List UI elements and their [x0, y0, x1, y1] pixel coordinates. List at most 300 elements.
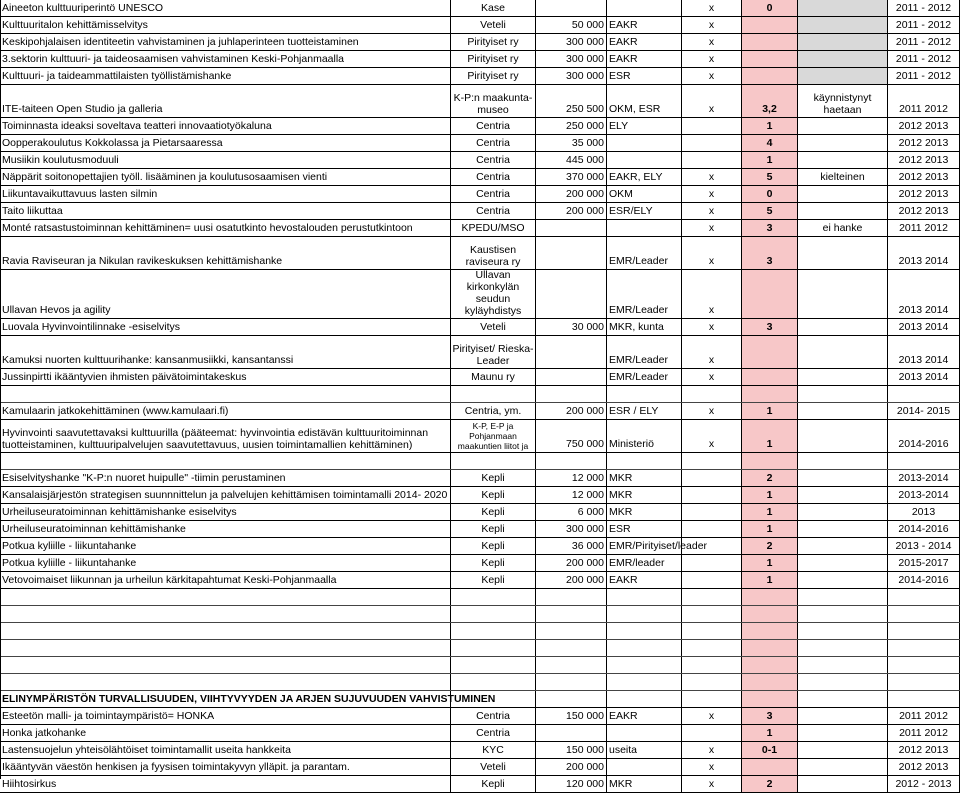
period-cell[interactable]	[888, 118, 960, 134]
funding-source-cell[interactable]	[607, 759, 682, 775]
period-cell[interactable]	[888, 403, 960, 419]
project-name-cell[interactable]	[0, 51, 451, 67]
status-note-cell[interactable]	[798, 237, 888, 269]
score-cell[interactable]	[742, 759, 798, 775]
mark-cell[interactable]	[682, 691, 742, 707]
status-note-cell[interactable]	[798, 220, 888, 236]
status-note-cell[interactable]	[798, 538, 888, 554]
funding-source-cell[interactable]	[607, 708, 682, 724]
funding-source-cell[interactable]	[607, 220, 682, 236]
status-note-cell[interactable]	[798, 487, 888, 503]
status-note-cell[interactable]	[798, 203, 888, 219]
mark-cell[interactable]	[682, 725, 742, 741]
organization-cell[interactable]	[451, 708, 536, 724]
amount-cell[interactable]	[536, 708, 607, 724]
project-name-cell[interactable]	[0, 606, 451, 622]
organization-cell[interactable]	[451, 657, 536, 673]
funding-source-cell[interactable]	[607, 386, 682, 402]
project-name-cell[interactable]	[0, 657, 451, 673]
score-cell[interactable]	[742, 640, 798, 656]
mark-cell[interactable]	[682, 572, 742, 588]
amount-cell[interactable]	[536, 470, 607, 486]
funding-source-cell[interactable]	[607, 521, 682, 537]
status-note-cell[interactable]	[798, 623, 888, 639]
mark-cell[interactable]	[682, 776, 742, 792]
amount-cell[interactable]	[536, 135, 607, 151]
score-cell[interactable]	[742, 725, 798, 741]
score-cell[interactable]	[742, 34, 798, 50]
mark-cell[interactable]	[682, 453, 742, 469]
mark-cell[interactable]	[682, 589, 742, 605]
project-name-cell[interactable]	[0, 623, 451, 639]
project-name-cell[interactable]	[0, 0, 451, 16]
project-name-cell[interactable]	[0, 135, 451, 151]
status-note-cell[interactable]	[798, 17, 888, 33]
mark-cell[interactable]	[682, 369, 742, 385]
score-cell[interactable]	[742, 708, 798, 724]
amount-cell[interactable]	[536, 487, 607, 503]
amount-cell[interactable]	[536, 386, 607, 402]
score-cell[interactable]	[742, 572, 798, 588]
funding-source-cell[interactable]	[607, 17, 682, 33]
organization-cell[interactable]	[451, 470, 536, 486]
mark-cell[interactable]	[682, 657, 742, 673]
organization-cell[interactable]	[451, 34, 536, 50]
period-cell[interactable]	[888, 34, 960, 50]
project-name-cell[interactable]	[0, 470, 451, 486]
status-note-cell[interactable]	[798, 589, 888, 605]
project-name-cell[interactable]	[0, 504, 451, 520]
status-note-cell[interactable]	[798, 135, 888, 151]
mark-cell[interactable]	[682, 640, 742, 656]
mark-cell[interactable]	[682, 34, 742, 50]
funding-source-cell[interactable]	[607, 453, 682, 469]
period-cell[interactable]	[888, 521, 960, 537]
status-note-cell[interactable]	[798, 725, 888, 741]
mark-cell[interactable]	[682, 169, 742, 185]
mark-cell[interactable]	[682, 555, 742, 571]
period-cell[interactable]	[888, 538, 960, 554]
funding-source-cell[interactable]	[607, 319, 682, 335]
funding-source-cell[interactable]	[607, 470, 682, 486]
mark-cell[interactable]	[682, 0, 742, 16]
project-name-cell[interactable]	[0, 403, 451, 419]
amount-cell[interactable]	[536, 152, 607, 168]
organization-cell[interactable]	[451, 51, 536, 67]
amount-cell[interactable]	[536, 589, 607, 605]
score-cell[interactable]	[742, 403, 798, 419]
period-cell[interactable]	[888, 674, 960, 690]
period-cell[interactable]	[888, 623, 960, 639]
project-name-cell[interactable]	[0, 369, 451, 385]
period-cell[interactable]	[888, 203, 960, 219]
score-cell[interactable]	[742, 691, 798, 707]
organization-cell[interactable]	[451, 237, 536, 269]
mark-cell[interactable]	[682, 708, 742, 724]
status-note-cell[interactable]	[798, 674, 888, 690]
mark-cell[interactable]	[682, 487, 742, 503]
mark-cell[interactable]	[682, 521, 742, 537]
amount-cell[interactable]	[536, 186, 607, 202]
score-cell[interactable]	[742, 135, 798, 151]
amount-cell[interactable]	[536, 572, 607, 588]
mark-cell[interactable]	[682, 606, 742, 622]
score-cell[interactable]	[742, 270, 798, 318]
organization-cell[interactable]	[451, 420, 536, 452]
organization-cell[interactable]	[451, 725, 536, 741]
project-name-cell[interactable]	[0, 319, 451, 335]
organization-cell[interactable]	[451, 487, 536, 503]
organization-cell[interactable]	[451, 538, 536, 554]
period-cell[interactable]	[888, 152, 960, 168]
amount-cell[interactable]	[536, 270, 607, 318]
organization-cell[interactable]	[451, 521, 536, 537]
status-note-cell[interactable]	[798, 470, 888, 486]
project-name-cell[interactable]	[0, 386, 451, 402]
funding-source-cell[interactable]	[607, 403, 682, 419]
funding-source-cell[interactable]	[607, 34, 682, 50]
status-note-cell[interactable]	[798, 555, 888, 571]
mark-cell[interactable]	[682, 152, 742, 168]
funding-source-cell[interactable]	[607, 487, 682, 503]
status-note-cell[interactable]	[798, 0, 888, 16]
mark-cell[interactable]	[682, 220, 742, 236]
project-name-cell[interactable]	[0, 708, 451, 724]
project-name-cell[interactable]	[0, 336, 451, 368]
project-name-cell[interactable]	[0, 674, 451, 690]
organization-cell[interactable]	[451, 504, 536, 520]
mark-cell[interactable]	[682, 759, 742, 775]
amount-cell[interactable]	[536, 420, 607, 452]
status-note-cell[interactable]	[798, 51, 888, 67]
organization-cell[interactable]	[451, 186, 536, 202]
period-cell[interactable]	[888, 776, 960, 792]
score-cell[interactable]	[742, 319, 798, 335]
amount-cell[interactable]	[536, 725, 607, 741]
organization-cell[interactable]	[451, 386, 536, 402]
mark-cell[interactable]	[682, 186, 742, 202]
score-cell[interactable]	[742, 606, 798, 622]
funding-source-cell[interactable]	[607, 237, 682, 269]
funding-source-cell[interactable]	[607, 725, 682, 741]
organization-cell[interactable]	[451, 319, 536, 335]
funding-source-cell[interactable]	[607, 606, 682, 622]
amount-cell[interactable]	[536, 742, 607, 758]
score-cell[interactable]	[742, 369, 798, 385]
amount-cell[interactable]	[536, 640, 607, 656]
period-cell[interactable]	[888, 169, 960, 185]
organization-cell[interactable]	[451, 118, 536, 134]
mark-cell[interactable]	[682, 504, 742, 520]
organization-cell[interactable]	[451, 589, 536, 605]
project-name-cell[interactable]	[0, 691, 496, 707]
mark-cell[interactable]	[682, 237, 742, 269]
status-note-cell[interactable]	[798, 776, 888, 792]
status-note-cell[interactable]	[798, 68, 888, 84]
score-cell[interactable]	[742, 203, 798, 219]
organization-cell[interactable]	[451, 169, 536, 185]
amount-cell[interactable]	[536, 85, 607, 117]
score-cell[interactable]	[742, 118, 798, 134]
score-cell[interactable]	[742, 237, 798, 269]
score-cell[interactable]	[742, 487, 798, 503]
period-cell[interactable]	[888, 657, 960, 673]
status-note-cell[interactable]	[798, 657, 888, 673]
project-name-cell[interactable]	[0, 640, 451, 656]
project-name-cell[interactable]	[0, 776, 451, 792]
score-cell[interactable]	[742, 152, 798, 168]
project-name-cell[interactable]	[0, 538, 451, 554]
organization-cell[interactable]	[451, 759, 536, 775]
period-cell[interactable]	[888, 17, 960, 33]
amount-cell[interactable]	[536, 674, 607, 690]
score-cell[interactable]	[742, 220, 798, 236]
mark-cell[interactable]	[682, 386, 742, 402]
period-cell[interactable]	[888, 572, 960, 588]
funding-source-cell[interactable]	[607, 504, 682, 520]
project-name-cell[interactable]	[0, 759, 451, 775]
funding-source-cell[interactable]	[607, 420, 682, 452]
project-name-cell[interactable]	[0, 152, 451, 168]
project-name-cell[interactable]	[0, 487, 451, 503]
mark-cell[interactable]	[682, 270, 742, 318]
period-cell[interactable]	[888, 0, 960, 16]
period-cell[interactable]	[888, 759, 960, 775]
funding-source-cell[interactable]	[607, 270, 682, 318]
organization-cell[interactable]	[451, 640, 536, 656]
period-cell[interactable]	[888, 336, 960, 368]
score-cell[interactable]	[742, 589, 798, 605]
period-cell[interactable]	[888, 135, 960, 151]
organization-cell[interactable]	[451, 336, 536, 368]
status-note-cell[interactable]	[798, 742, 888, 758]
organization-cell[interactable]	[451, 674, 536, 690]
mark-cell[interactable]	[682, 742, 742, 758]
amount-cell[interactable]	[536, 521, 607, 537]
amount-cell[interactable]	[536, 203, 607, 219]
funding-source-cell[interactable]	[607, 589, 682, 605]
funding-source-cell[interactable]	[607, 623, 682, 639]
project-name-cell[interactable]	[0, 589, 451, 605]
period-cell[interactable]	[888, 504, 960, 520]
period-cell[interactable]	[888, 369, 960, 385]
period-cell[interactable]	[888, 220, 960, 236]
status-note-cell[interactable]	[798, 319, 888, 335]
mark-cell[interactable]	[682, 336, 742, 368]
funding-source-cell[interactable]	[607, 538, 708, 554]
project-name-cell[interactable]	[0, 68, 451, 84]
funding-source-cell[interactable]	[607, 186, 682, 202]
funding-source-cell[interactable]	[607, 152, 682, 168]
score-cell[interactable]	[742, 538, 798, 554]
period-cell[interactable]	[888, 453, 960, 469]
status-note-cell[interactable]	[798, 606, 888, 622]
funding-source-cell[interactable]	[607, 169, 682, 185]
amount-cell[interactable]	[536, 504, 607, 520]
score-cell[interactable]	[742, 470, 798, 486]
score-cell[interactable]	[742, 453, 798, 469]
project-name-cell[interactable]	[0, 555, 451, 571]
amount-cell[interactable]	[536, 369, 607, 385]
status-note-cell[interactable]	[798, 572, 888, 588]
period-cell[interactable]	[888, 691, 960, 707]
amount-cell[interactable]	[536, 319, 607, 335]
period-cell[interactable]	[888, 487, 960, 503]
amount-cell[interactable]	[536, 0, 607, 16]
organization-cell[interactable]	[451, 369, 536, 385]
project-name-cell[interactable]	[0, 420, 451, 452]
score-cell[interactable]	[742, 521, 798, 537]
status-note-cell[interactable]	[798, 85, 888, 117]
status-note-cell[interactable]	[798, 186, 888, 202]
mark-cell[interactable]	[682, 674, 742, 690]
organization-cell[interactable]	[451, 606, 536, 622]
status-note-cell[interactable]	[798, 708, 888, 724]
organization-cell[interactable]	[451, 135, 536, 151]
project-name-cell[interactable]	[0, 169, 451, 185]
amount-cell[interactable]	[536, 336, 607, 368]
organization-cell[interactable]	[451, 572, 536, 588]
score-cell[interactable]	[742, 17, 798, 33]
amount-cell[interactable]	[536, 169, 607, 185]
mark-cell[interactable]	[682, 470, 742, 486]
status-note-cell[interactable]	[798, 420, 888, 452]
amount-cell[interactable]	[536, 538, 607, 554]
period-cell[interactable]	[888, 725, 960, 741]
period-cell[interactable]	[888, 386, 960, 402]
score-cell[interactable]	[742, 186, 798, 202]
score-cell[interactable]	[742, 85, 798, 117]
period-cell[interactable]	[888, 742, 960, 758]
organization-cell[interactable]	[451, 152, 536, 168]
status-note-cell[interactable]	[798, 34, 888, 50]
funding-source-cell[interactable]	[607, 135, 682, 151]
period-cell[interactable]	[888, 186, 960, 202]
status-note-cell[interactable]	[798, 504, 888, 520]
period-cell[interactable]	[888, 555, 960, 571]
organization-cell[interactable]	[451, 555, 536, 571]
amount-cell[interactable]	[536, 657, 607, 673]
status-note-cell[interactable]	[798, 386, 888, 402]
mark-cell[interactable]	[682, 118, 742, 134]
score-cell[interactable]	[742, 555, 798, 571]
funding-source-cell[interactable]	[607, 336, 682, 368]
period-cell[interactable]	[888, 606, 960, 622]
funding-source-cell[interactable]	[607, 776, 682, 792]
status-note-cell[interactable]	[798, 118, 888, 134]
status-note-cell[interactable]	[798, 759, 888, 775]
score-cell[interactable]	[742, 336, 798, 368]
score-cell[interactable]	[742, 386, 798, 402]
project-name-cell[interactable]	[0, 453, 451, 469]
organization-cell[interactable]	[451, 776, 536, 792]
score-cell[interactable]	[742, 742, 798, 758]
funding-source-cell[interactable]	[607, 118, 682, 134]
organization-cell[interactable]	[451, 220, 536, 236]
amount-cell[interactable]	[536, 555, 607, 571]
period-cell[interactable]	[888, 640, 960, 656]
organization-cell[interactable]	[451, 742, 536, 758]
score-cell[interactable]	[742, 623, 798, 639]
status-note-cell[interactable]	[798, 369, 888, 385]
mark-cell[interactable]	[682, 17, 742, 33]
project-name-cell[interactable]	[0, 270, 451, 318]
mark-cell[interactable]	[682, 51, 742, 67]
funding-source-cell[interactable]	[607, 51, 682, 67]
status-note-cell[interactable]	[798, 270, 888, 318]
funding-source-cell[interactable]	[607, 674, 682, 690]
score-cell[interactable]	[742, 169, 798, 185]
period-cell[interactable]	[888, 470, 960, 486]
score-cell[interactable]	[742, 420, 798, 452]
project-name-cell[interactable]	[0, 742, 451, 758]
project-name-cell[interactable]	[0, 725, 451, 741]
amount-cell[interactable]	[536, 118, 607, 134]
mark-cell[interactable]	[682, 538, 742, 554]
funding-source-cell[interactable]	[607, 640, 682, 656]
mark-cell[interactable]	[682, 203, 742, 219]
status-note-cell[interactable]	[798, 169, 888, 185]
amount-cell[interactable]	[536, 403, 607, 419]
funding-source-cell[interactable]	[607, 572, 682, 588]
funding-source-cell[interactable]	[607, 85, 682, 117]
funding-source-cell[interactable]	[607, 555, 682, 571]
organization-cell[interactable]	[451, 0, 536, 16]
funding-source-cell[interactable]	[607, 657, 682, 673]
amount-cell[interactable]	[536, 776, 607, 792]
project-name-cell[interactable]	[0, 186, 451, 202]
project-name-cell[interactable]	[0, 572, 451, 588]
project-name-cell[interactable]	[0, 17, 451, 33]
funding-source-cell[interactable]	[607, 68, 682, 84]
organization-cell[interactable]	[451, 85, 536, 117]
project-name-cell[interactable]	[0, 203, 451, 219]
funding-source-cell[interactable]	[607, 691, 682, 707]
amount-cell[interactable]	[536, 34, 607, 50]
amount-cell[interactable]	[536, 453, 607, 469]
period-cell[interactable]	[888, 68, 960, 84]
status-note-cell[interactable]	[798, 403, 888, 419]
status-note-cell[interactable]	[798, 152, 888, 168]
mark-cell[interactable]	[682, 319, 742, 335]
project-name-cell[interactable]	[0, 220, 451, 236]
amount-cell[interactable]	[536, 68, 607, 84]
status-note-cell[interactable]	[798, 640, 888, 656]
amount-cell[interactable]	[536, 17, 607, 33]
amount-cell[interactable]	[536, 606, 607, 622]
period-cell[interactable]	[888, 51, 960, 67]
period-cell[interactable]	[888, 319, 960, 335]
mark-cell[interactable]	[682, 420, 742, 452]
project-name-cell[interactable]	[0, 521, 451, 537]
mark-cell[interactable]	[682, 623, 742, 639]
score-cell[interactable]	[742, 68, 798, 84]
mark-cell[interactable]	[682, 68, 742, 84]
period-cell[interactable]	[888, 237, 960, 269]
funding-source-cell[interactable]	[607, 0, 682, 16]
funding-source-cell[interactable]	[607, 742, 682, 758]
mark-cell[interactable]	[682, 403, 742, 419]
organization-cell[interactable]	[451, 68, 536, 84]
amount-cell[interactable]	[536, 623, 607, 639]
score-cell[interactable]	[742, 657, 798, 673]
organization-cell[interactable]	[451, 203, 536, 219]
score-cell[interactable]	[742, 504, 798, 520]
organization-cell[interactable]	[451, 403, 536, 419]
amount-cell[interactable]	[536, 51, 607, 67]
amount-cell[interactable]	[536, 759, 607, 775]
mark-cell[interactable]	[682, 85, 742, 117]
